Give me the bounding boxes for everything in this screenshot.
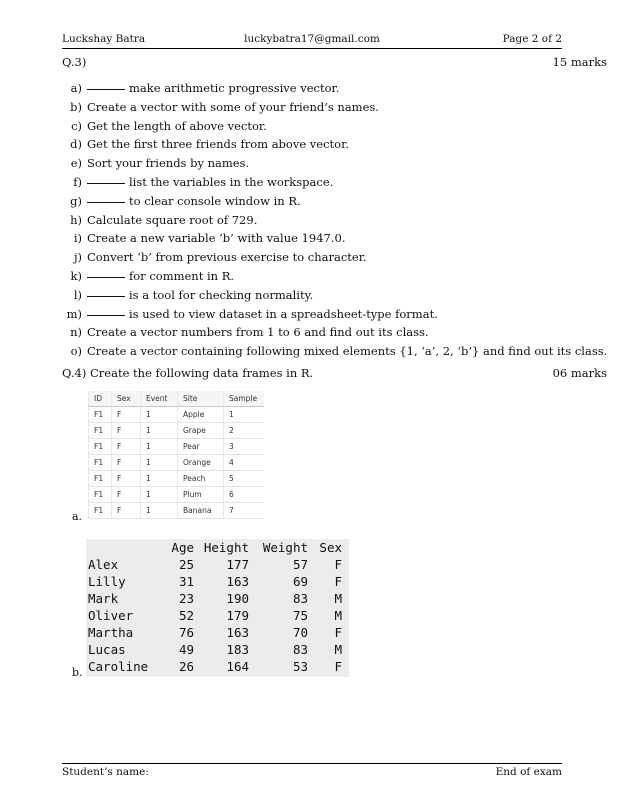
- item-label: j): [73, 250, 82, 265]
- item-text: Sort your friends by names.: [87, 156, 250, 171]
- table-a-cell: Pear: [178, 439, 224, 455]
- item-text-wrap: [87, 323, 429, 342]
- item-text: list the variables in the workspace.: [129, 174, 334, 189]
- table-b-cell: 23: [178, 591, 194, 606]
- table-b-cell: F: [334, 625, 342, 640]
- item-label: b): [70, 99, 82, 114]
- table-b-cell: 52: [178, 608, 194, 623]
- item-text-wrap: [87, 98, 379, 117]
- table-b-header: [86, 539, 160, 556]
- table-a-header: ID: [89, 391, 112, 407]
- table-a-cell: 1: [141, 455, 178, 471]
- fill-in-blank: [87, 89, 125, 90]
- table-a-cell: 1: [141, 471, 178, 487]
- question-item: [62, 192, 607, 211]
- question-item: [62, 117, 607, 136]
- question-item: [62, 79, 607, 98]
- table-b-cell: M: [334, 591, 342, 606]
- question-item: [62, 267, 607, 286]
- fill-in-blank: [87, 277, 125, 278]
- item-text: is a tool for checking normality.: [129, 287, 314, 302]
- table-row: [89, 423, 265, 439]
- item-label: h): [70, 212, 82, 227]
- item-label: m): [66, 306, 82, 321]
- table-a-cell: 1: [141, 503, 178, 519]
- table-row: [89, 471, 265, 487]
- student-name-label: Student’s name:: [62, 766, 149, 778]
- table-b-cell: 31: [178, 574, 194, 589]
- table-a-cell: 4: [224, 455, 265, 471]
- table-a-cell: Orange: [178, 455, 224, 471]
- item-text: Create a vector with some of your friend’s names.: [87, 99, 379, 114]
- table-a-cell: F: [112, 503, 141, 519]
- item-text-wrap: [87, 248, 367, 267]
- question-item: [62, 98, 607, 117]
- table-a-header: Sample: [224, 391, 265, 407]
- table-a-cell: F: [112, 407, 141, 423]
- item-text: Get the length of above vector.: [87, 118, 267, 133]
- table-b-cell: 183: [226, 642, 249, 657]
- table-a-cell: 1: [141, 487, 178, 503]
- question-item: [62, 135, 607, 154]
- question-4-label: Q.4): [62, 366, 87, 380]
- table-row: [86, 573, 342, 590]
- item-text-wrap: [87, 211, 257, 230]
- data-frame-a: [88, 391, 264, 519]
- item-text-wrap: [87, 173, 333, 192]
- item-text-wrap: [87, 286, 313, 305]
- item-text: make arithmetic progressive vector.: [129, 81, 340, 95]
- table-b-cell: 70: [292, 625, 308, 640]
- item-text-wrap: [87, 79, 339, 98]
- question-3-marks: 15 marks: [552, 55, 607, 69]
- item-text: Create a vector containing following mixed elements {1, ‘a’, 2, ‘b’} and find out its class.: [87, 344, 608, 359]
- table-b-cell: Alex: [88, 557, 119, 572]
- item-label: l): [73, 287, 82, 302]
- table-b-cell: 75: [292, 608, 308, 623]
- table-b-cell: Mark: [88, 591, 119, 606]
- table-a-cell: Grape: [178, 423, 224, 439]
- item-text-wrap: [87, 229, 345, 248]
- table-a-cell: F1: [89, 455, 112, 471]
- page-footer: [62, 766, 562, 780]
- table-a-cell: F: [112, 471, 141, 487]
- table-a-cell: F1: [89, 423, 112, 439]
- table-b-cell: 190: [226, 591, 249, 606]
- table-b-cell: 69: [292, 574, 308, 589]
- table-b-cell: Martha: [88, 625, 134, 640]
- author-email: luckybatra17@gmail.com: [244, 33, 380, 45]
- table-a-cell: 7: [224, 503, 265, 519]
- fill-in-blank: [87, 202, 125, 203]
- table-b-cell: F: [334, 659, 342, 674]
- table-a-cell: Peach: [178, 471, 224, 487]
- table-row: [86, 658, 342, 675]
- table-a-cell: F1: [89, 407, 112, 423]
- question-item: [62, 286, 607, 305]
- table-a-cell: F: [112, 423, 141, 439]
- table-row: [89, 455, 265, 471]
- item-text-wrap: [87, 305, 438, 324]
- table-a-cell: 3: [224, 439, 265, 455]
- question-item: [62, 211, 607, 230]
- item-text: is used to view dataset in a spreadsheet-type format.: [129, 306, 438, 321]
- item-label: a): [70, 81, 82, 95]
- table-row: [86, 641, 342, 658]
- table-a-cell: 1: [224, 407, 265, 423]
- question-3-heading: [62, 55, 607, 71]
- item-label: o): [70, 344, 82, 359]
- item-text-wrap: [87, 135, 349, 154]
- table-b-cell: 76: [178, 625, 194, 640]
- table-row: [89, 503, 265, 519]
- fill-in-blank: [87, 183, 125, 184]
- author-name: Luckshay Batra: [62, 33, 146, 45]
- data-frame-b-container: [86, 539, 349, 677]
- table-b-cell: 179: [226, 608, 249, 623]
- header-divider: [62, 48, 562, 49]
- table-row: [89, 487, 265, 503]
- question-item: [62, 323, 607, 342]
- table-b-cell: 49: [178, 642, 194, 657]
- item-text: Create a vector numbers from 1 to 6 and find out its class.: [87, 325, 429, 340]
- item-label: f): [73, 174, 82, 189]
- table-row: [86, 556, 342, 573]
- question-3-items: [62, 79, 607, 361]
- table-a-cell: 1: [141, 423, 178, 439]
- item-text: Calculate square root of 729.: [87, 212, 258, 227]
- table-a-cell: 6: [224, 487, 265, 503]
- item-label: c): [71, 118, 82, 133]
- table-a-cell: F1: [89, 503, 112, 519]
- data-frame-b: [86, 539, 342, 675]
- question-item: [62, 342, 607, 361]
- page-number: Page 2 of 2: [502, 33, 562, 45]
- table-a-cell: F1: [89, 487, 112, 503]
- subpart-a-label: a.: [72, 510, 83, 523]
- question-item: [62, 154, 607, 173]
- table-a-cell: 1: [141, 407, 178, 423]
- table-b-cell: 57: [292, 557, 308, 572]
- table-a-cell: Apple: [178, 407, 224, 423]
- item-label: k): [70, 268, 82, 283]
- table-a-cell: 5: [224, 471, 265, 487]
- table-a-cell: F: [112, 439, 141, 455]
- item-label: e): [70, 156, 82, 171]
- question-3-label: Q.3): [62, 55, 87, 69]
- table-a-header: Sex: [112, 391, 141, 407]
- fill-in-blank: [87, 296, 125, 297]
- item-text-wrap: [87, 192, 301, 211]
- item-text: Create a new variable ’b’ with value 1947.0.: [87, 231, 346, 246]
- question-item: [62, 305, 607, 324]
- table-a-cell: 2: [224, 423, 265, 439]
- question-item: [62, 248, 607, 267]
- table-b-header: Height: [203, 540, 249, 555]
- table-a-cell: F: [112, 487, 141, 503]
- item-label: n): [70, 325, 82, 340]
- table-b-cell: 163: [226, 574, 249, 589]
- table-b-cell: 177: [226, 557, 249, 572]
- item-label: i): [73, 231, 82, 246]
- item-text: for comment in R.: [129, 268, 235, 283]
- table-b-cell: 164: [226, 659, 249, 674]
- table-row: [89, 439, 265, 455]
- table-b-cell: M: [334, 642, 342, 657]
- table-b-cell: F: [334, 574, 342, 589]
- table-b-header: Weight: [262, 540, 308, 555]
- question-4-marks: 06 marks: [552, 366, 607, 380]
- table-b-cell: Lilly: [88, 574, 126, 589]
- table-b-cell: 26: [178, 659, 194, 674]
- item-text-wrap: [87, 154, 249, 173]
- question-item: [62, 173, 607, 192]
- item-text: Convert ‘b’ from previous exercise to character.: [87, 250, 367, 265]
- table-a-cell: F1: [89, 471, 112, 487]
- table-row: [86, 624, 342, 641]
- item-label: g): [70, 193, 82, 208]
- table-b-header: Sex: [319, 540, 342, 555]
- page-header: [62, 33, 562, 48]
- table-b-cell: 83: [292, 591, 308, 606]
- table-b-cell: Lucas: [88, 642, 126, 657]
- table-a-cell: Banana: [178, 503, 224, 519]
- table-b-cell: Caroline: [88, 659, 149, 674]
- table-b-cell: M: [334, 608, 342, 623]
- table-a-cell: F: [112, 455, 141, 471]
- item-text: to clear console window in R.: [129, 193, 301, 208]
- table-row: [86, 607, 342, 624]
- item-text-wrap: [87, 117, 267, 136]
- item-text: Get the first three friends from above vector.: [87, 137, 349, 152]
- table-b-cell: 163: [226, 625, 249, 640]
- table-b-cell: 83: [292, 642, 308, 657]
- table-a-cell: Plum: [178, 487, 224, 503]
- table-b-cell: F: [334, 557, 342, 572]
- question-4-heading: [62, 366, 607, 382]
- table-a-cell: F1: [89, 439, 112, 455]
- footer-divider: [62, 763, 562, 764]
- table-row: [89, 407, 265, 423]
- subpart-b-label: b.: [72, 666, 83, 679]
- question-4-text: Create the following data frames in R.: [90, 366, 314, 380]
- fill-in-blank: [87, 315, 125, 316]
- question-item: [62, 229, 607, 248]
- item-label: d): [70, 137, 82, 152]
- table-a-header: Site: [178, 391, 224, 407]
- table-b-header: Age: [171, 540, 194, 555]
- table-row: [86, 590, 342, 607]
- table-a-header: Event: [141, 391, 178, 407]
- table-a-cell: 1: [141, 439, 178, 455]
- table-b-cell: Oliver: [88, 608, 134, 623]
- table-b-cell: 25: [178, 557, 194, 572]
- item-text-wrap: [87, 267, 234, 286]
- table-b-cell: 53: [292, 659, 308, 674]
- end-of-exam: End of exam: [495, 766, 562, 778]
- item-text-wrap: [87, 342, 607, 361]
